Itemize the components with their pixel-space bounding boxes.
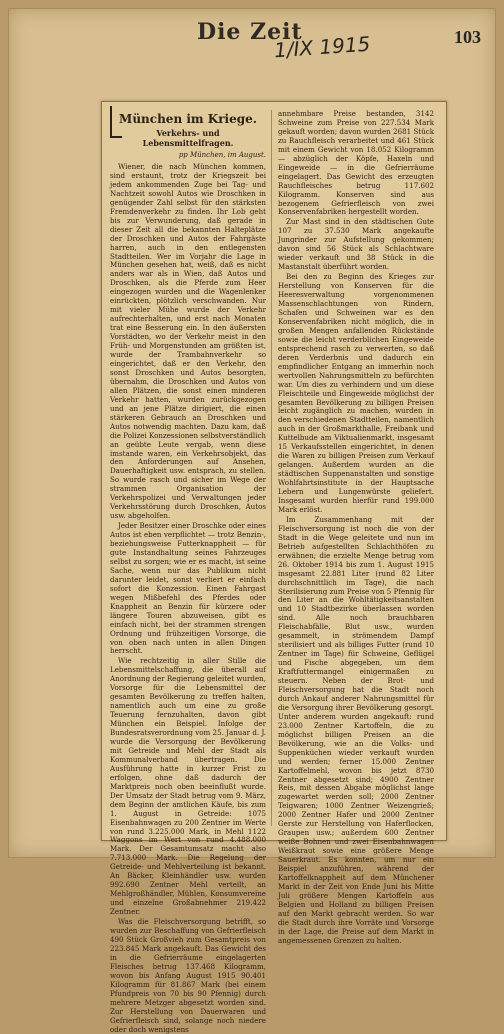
column-divider [271,110,272,826]
paragraph: Zur Mast sind in den städtischen Gute 107 zu 37.530 Mark angekaufte Jungrinder zur Aufstellung gekommen; davon sind 56 Stück als Schlachtware wieder verkauft und 38 Stück in die Mastanstalt überführt worden. [278,217,434,272]
newspaper-clipping [101,101,447,1034]
left-column [110,110,266,1034]
page-number: 103 [454,27,481,47]
handwritten-date: 1/IX 1915 [273,31,372,63]
scan-page [8,8,496,1034]
paragraph: Was die Fleischversorgung betrifft, so wurden zur Beschaffung von Gefrierfleisch 490 Stück Großvieh zum Gesamtpreis von 223.845 Mark angekauft. Das Gewicht des in die Gefrierräume eingelagerten Fleisches betrug 137.468 Kilogramm, wovon bis Anfang August 1915 90.401 Kilogramm für 81.867 Mark (bei einem Pfundpreis von 70 bis 90 Pfennig) durch mehrere Metzger abgesetzt worden sind. Zur Herstellung von Dauerwaren und Gefrierfleisch sind, solange noch niedere oder doch wenigstens [110,917,266,1034]
page-header [9,9,495,69]
right-column [278,109,434,945]
article-subtitle: Verkehrs- und Lebensmittelfragen. [142,128,234,148]
paragraph: Wie rechtzeitig in aller Stille die Lebensmittelschaffung, die überall auf Anordnung der Regierung geleitet wurden, Vorsorge für die Lebensmittel der gesamten Bevölkerung zu treffen halten, namentlich auch um eine zu große Teuerung fernzuhalten, davon gibt München ein Beispiel. Infolge der Bundesratsverordnung vom 25. Januar d. J. wurde die Versorgung der Bevölkerung mit Getreide und Mehl der Stadt als Kommunalverband übertragen. Die Ausführung hatte in kurzer Frist zu erfolgen, ohne daß dadurch der Marktpreis noch oben beeinflußt wurde. Der Umsatz der Stadt betrug vom 9. März, dem Beginn der amtlichen Käufe, bis zum 1. August in Getreide: 1075 Eisenbahnwagen zu 200 Zentner im Werte von rund 3.225.000 Mark, in Mehl 1122 Waggons im Wert von rund 4.488.000 Mark. Der Gesamtumsatz macht also 7.713.000 Mark. Die Regelung der Getreide- und Mehlverteilung ist bekannt. An Bäcker, Kleinhändler usw. wurden 992.690 Zentner Mehl verteilt, an Mehlgroßhändler, Mühlen, Konsumvereine und einzelne Großabnehmer 219.422 Zentner. [110,656,266,917]
article-dateline: pp München, im August. [178,151,266,159]
paragraph: Jeder Besitzer einer Droschke oder eines Autos ist eben verpflichtet — trotz Benzin-, beziehungsweise Futterknappheit — für gute Instandhaltung seines Fahrzeuges selbst zu sorgen; wie er es macht, ist seine Sache, wenn nur das Publikum nicht darunter leidet, sonst verliert er einfach sofort die Konzession. Einen Fahrgast wegen Mißbefehl des Pferdes oder Knappheit an Benzin für kürzere oder längere Touren abzuweisen, gibt es einfach nicht, bei der strammen strengen Ordnung und frühzeitigen Vorsorge, die von oben nach unten in allen Dingen herrscht. [110,521,266,656]
paragraph: Im Zusammenhang mit der Fleischversorgung ist noch die von der Stadt in die Wege geleitete und nun im Betrieb aufgestellten Schlachthöfen zu erwähnen; die erzielte Menge betrug vom 26. Oktober 1914 bis zum 1. August 1915 insgesamt 22.881 Liter (rund 82 Liter durchschnittlich im Tage), die nach Sterilisierung zum Preise von 5 Pfennig für den Liter an die Wohltätigkeitsanstalten und 10 Stadtbezirke überlassen worden sind. Alle noch brauchbaren Fleischabfälle, Blut usw., wurden gesammelt, in strömendem Dampf sterilisiert und als billiges Futter (rund 10 Zentner im Tage) für Schweine, Geflügel und Fische abgegeben, um dem Kraftfuttermangel einigermaßen zu steuern. Neben der Brot- und Fleischversorgung hat die Stadt noch durch Ankauf anderer Nahrungsmittel für die Versorgung ihrer Bevölkerung gesorgt. Unter anderem wurden angekauft: rund 23.000 Zentner Kartoffeln, die zu möglichst billigen Preisen an die Bevölkerung, wie an die Volks- und Suppenküchen wieder verkauft wurden und werden; ferner 15.000 Zentner Kartoffelmehl, wovon bis jetzt 8730 Zentner abgesetzt sind; 4900 Zentner Reis, mit dessen Abgabe möglichst lange zugewartet werden soll; 2000 Zentner Teigwaren; 1000 Zentner Weizengrieß; 2000 Zentner Hafer und 2000 Zentner Gerste zur Herstellung von Haferflocken, Graupen usw.; außerdem 600 Zentner weiße Bohnen und zwei Eisenbahnwagen Weißkraut sowie eine größere Menge Sauerkraut. Es konnten, um nur ein Beispiel anzuführen, während der Kartoffelknappheit auf dem Münchener Markt in der Zeit von Ende Juni bis Mitte Juli größere Mengen Kartoffeln aus Belgien und Holland zu billigen Preisen auf den Markt gebracht werden. So war die Stadt durch ihre Vorräte und Vorsorge in der Lage, die Preise auf dem Markt in angemessenen Grenzen zu halten. [278,514,434,945]
paragraph: Wiener, die nach München kommen, sind erstaunt, trotz der Kriegszeit bei jedem ankommenden Zuge bei Tag- und Nachtzeit sowohl Autos wie Droschken in genügender Zahl selbst für den stärksten Fremdenverkehr zu finden. Ihr Lob geht bis zur Verwunderung, daß gerade in dieser Zeit all die bekannten Halteplätze der Droschken und Autos der Fahrgäste harren, auch in den entlegensten Stadtteilen. Wer im Vorjahr die Lage in München gesehen hat, weiß, daß es nicht anders war als in Wien, daß Autos und Droschken, als die Pferde zum Heer eingezogen wurden und die Wagenlenker einrückten, plötzlich verschwanden. Nur mit vieler Mühe wurde der Verkehr aufrechterhalten, und erst nach Monaten trat eine Besserung ein. In den äußersten Vorstädten, wo der Verkehr meist in den Früh- und Morgenstunden am größten ist, wurde der Trambahnverkehr so eingerichtet, daß er den Verkehr, den sonst Droschken und Autos besorgten, übernahm, die Droschken und Autos von allen Plätzen, die sonst einen minderen Verkehr hatten, wurden zurückgezogen und an jene Plätze dirigiert, die einen stärkeren Gebrauch an Droschken und Autos notwendig machten. Dazu kam, daß die Polizei Konzessionen selbstverständlich an geübte Leute vergab, wenn diese imstande waren, ein Verkehrsobjekt, das den Anforderungen auf Ansehen, Dauerhaftigkeit usw. entsprach, zu stellen. So wurde rasch und sicher im Wege der strammen Organisation der Verkehrspolizei und Verwaltungen jeder Verkehrsstörung durch Droschken, Autos usw. abgeholfen. [110,162,266,521]
masthead: Die Zeit [197,19,303,45]
article-title: München im Kriege. [119,112,257,126]
paragraph: annehmbare Preise bestanden, 3142 Schweine zum Preise von 227.534 Mark gekauft worden; davon wurden 2681 Stück zu Rauchfleisch verarbeitet und 461 Stück mit einem Gewicht von 18.052 Kilogramm — abzüglich der Köpfe, Haxeln und Eingeweide — in die Gefrierräume eingelagert. Das Gewicht des erzeugten Rauchfleisches betrug 117.602 Kilogramm. Konserven sind aus bezogenem Gefrierfleisch von zwei Konservenfabriken hergestellt worden. [278,109,434,217]
paragraph: Bei den zu Beginn des Krieges zur Herstellung von Konserven für die Heeresverwaltung vorgenommenen Massenschlachtungen von Rindern, Schafen und Schweinen war es den Konservenfabriken nicht möglich, die in großen Mengen anfallenden Rückstände sowie die leicht verderblichen Eingeweide entsprechend rasch zu verwerten, so daß deren Verderbnis und dadurch ein empfindlicher Entgang an immerhin noch wertvollen Nahrungsmitteln zu befürchten war. Um dies zu verhindern und um diese Fleischteile und Eingeweide möglichst der gesamten Bevölkerung zu billigen Preisen leicht zugänglich zu machen, wurden in den verschiedenen Stadtteilen, namentlich auch in der Großmarkthalle, Freibank und Kuttelbude am Viktualienmarkt, insgesamt 15 Verkaufsstellen eingerichtet, in denen die Waren zu billigen Preisen zum Verkauf gelangen. Außerdem wurden an die städtischen Suppenanstalten und sonstige Wohlfahrtsinstitute in der Hauptsache Lebern und Lungenwürste geliefert. Insgesamt wurden hierfür rund 199.000 Mark erlöst. [278,272,434,514]
